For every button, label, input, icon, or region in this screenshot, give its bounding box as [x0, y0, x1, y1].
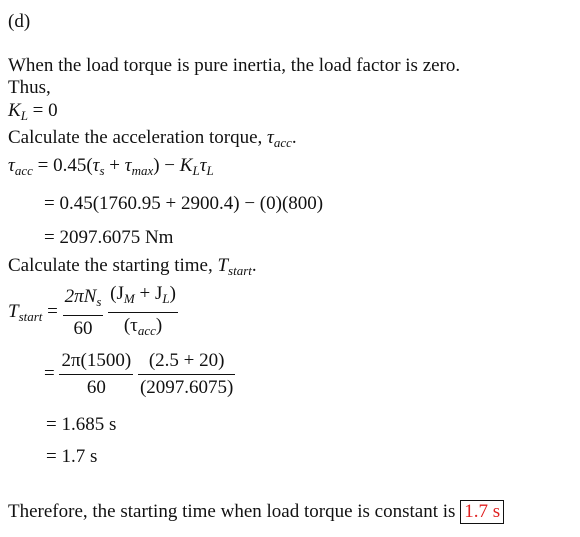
num-sub-b: L	[162, 291, 170, 306]
calc-start-sub: start	[228, 263, 252, 278]
frac-num	[108, 282, 178, 311]
conclusion	[8, 500, 504, 524]
plus: +	[104, 155, 125, 176]
final-answer-box: 1.7 s	[460, 500, 504, 524]
acc-equation-line-2: = 0.45(1760.95 + 2900.4) − (0)(800)	[44, 193, 324, 214]
frac-bar	[138, 374, 235, 375]
calc-starting-time-text	[8, 254, 257, 283]
period: .	[291, 127, 297, 148]
kl-var: K	[8, 100, 21, 121]
coef: = 0.45(	[32, 155, 93, 176]
num-c: )	[169, 283, 176, 304]
fraction-speed-values	[59, 349, 133, 400]
tau-max-sub: max	[131, 163, 154, 178]
acc-equation-line-3: = 2097.6075 Nm	[44, 227, 174, 248]
calc-acceleration-text	[8, 126, 297, 155]
kl-rhs: = 0	[27, 100, 58, 121]
num-a: (J	[110, 283, 124, 304]
frac-num-sub: s	[96, 293, 102, 309]
calc-acc-var: τ	[267, 127, 274, 148]
tau-acc-var: τ	[8, 155, 15, 176]
k-sub: L	[192, 163, 200, 178]
period: .	[251, 255, 257, 276]
frac-bar	[108, 312, 178, 313]
equals: =	[47, 300, 63, 322]
intro-text-line-2: Thus,	[8, 77, 51, 98]
start-time-equation	[8, 282, 178, 343]
tau-max-var: τ	[124, 155, 132, 176]
frac-bar	[59, 374, 133, 375]
intro-text-line-1: When the load torque is pure inertia, the load factor is zero.	[8, 55, 461, 76]
tau-s-var: τ	[92, 155, 100, 176]
tau-s-sub: s	[99, 163, 105, 178]
tau-l-var: τ	[199, 155, 207, 176]
calc-acc-sub: acc	[273, 135, 292, 150]
frac-bar	[63, 315, 104, 316]
frac-den: 60	[86, 377, 106, 398]
k-var: K	[179, 155, 193, 176]
t-start-sub: start	[18, 308, 43, 324]
t-start-var: T	[8, 300, 19, 322]
den-a: (τ	[123, 315, 138, 336]
frac-den	[108, 314, 178, 343]
frac-num: (2.5 + 20)	[148, 350, 225, 371]
den-b: )	[155, 315, 163, 336]
equals: =	[44, 362, 60, 384]
start-time-substitution	[44, 349, 235, 400]
tau-l-sub: L	[206, 163, 214, 178]
frac-num: 2π(1500)	[61, 350, 132, 371]
frac-num-text: 2πN	[64, 285, 97, 307]
kl-sub: L	[20, 108, 28, 123]
frac-num	[63, 285, 104, 314]
result-line-2: = 1.7 s	[46, 446, 98, 467]
fraction-inertia	[108, 282, 178, 343]
fraction-speed	[63, 285, 104, 341]
close-minus: ) −	[153, 155, 180, 176]
load-factor-equation	[8, 99, 58, 128]
den-sub: acc	[137, 323, 156, 338]
num-sub-a: M	[123, 291, 135, 306]
fraction-inertia-values	[138, 349, 235, 400]
result-line-1: = 1.685 s	[46, 414, 117, 435]
part-label: (d)	[8, 11, 31, 32]
num-b: + J	[134, 283, 163, 304]
acc-equation-line-1	[8, 154, 214, 183]
calc-start-var: T	[217, 255, 229, 276]
calc-start-label: Calculate the starting time,	[8, 255, 218, 276]
calc-acc-label: Calculate the acceleration torque,	[8, 127, 268, 148]
frac-den: 60	[73, 317, 93, 339]
frac-den: (2097.6075)	[139, 377, 234, 398]
conclusion-text: Therefore, the starting time when load torque is constant is	[8, 501, 461, 522]
tau-acc-sub: acc	[14, 163, 33, 178]
